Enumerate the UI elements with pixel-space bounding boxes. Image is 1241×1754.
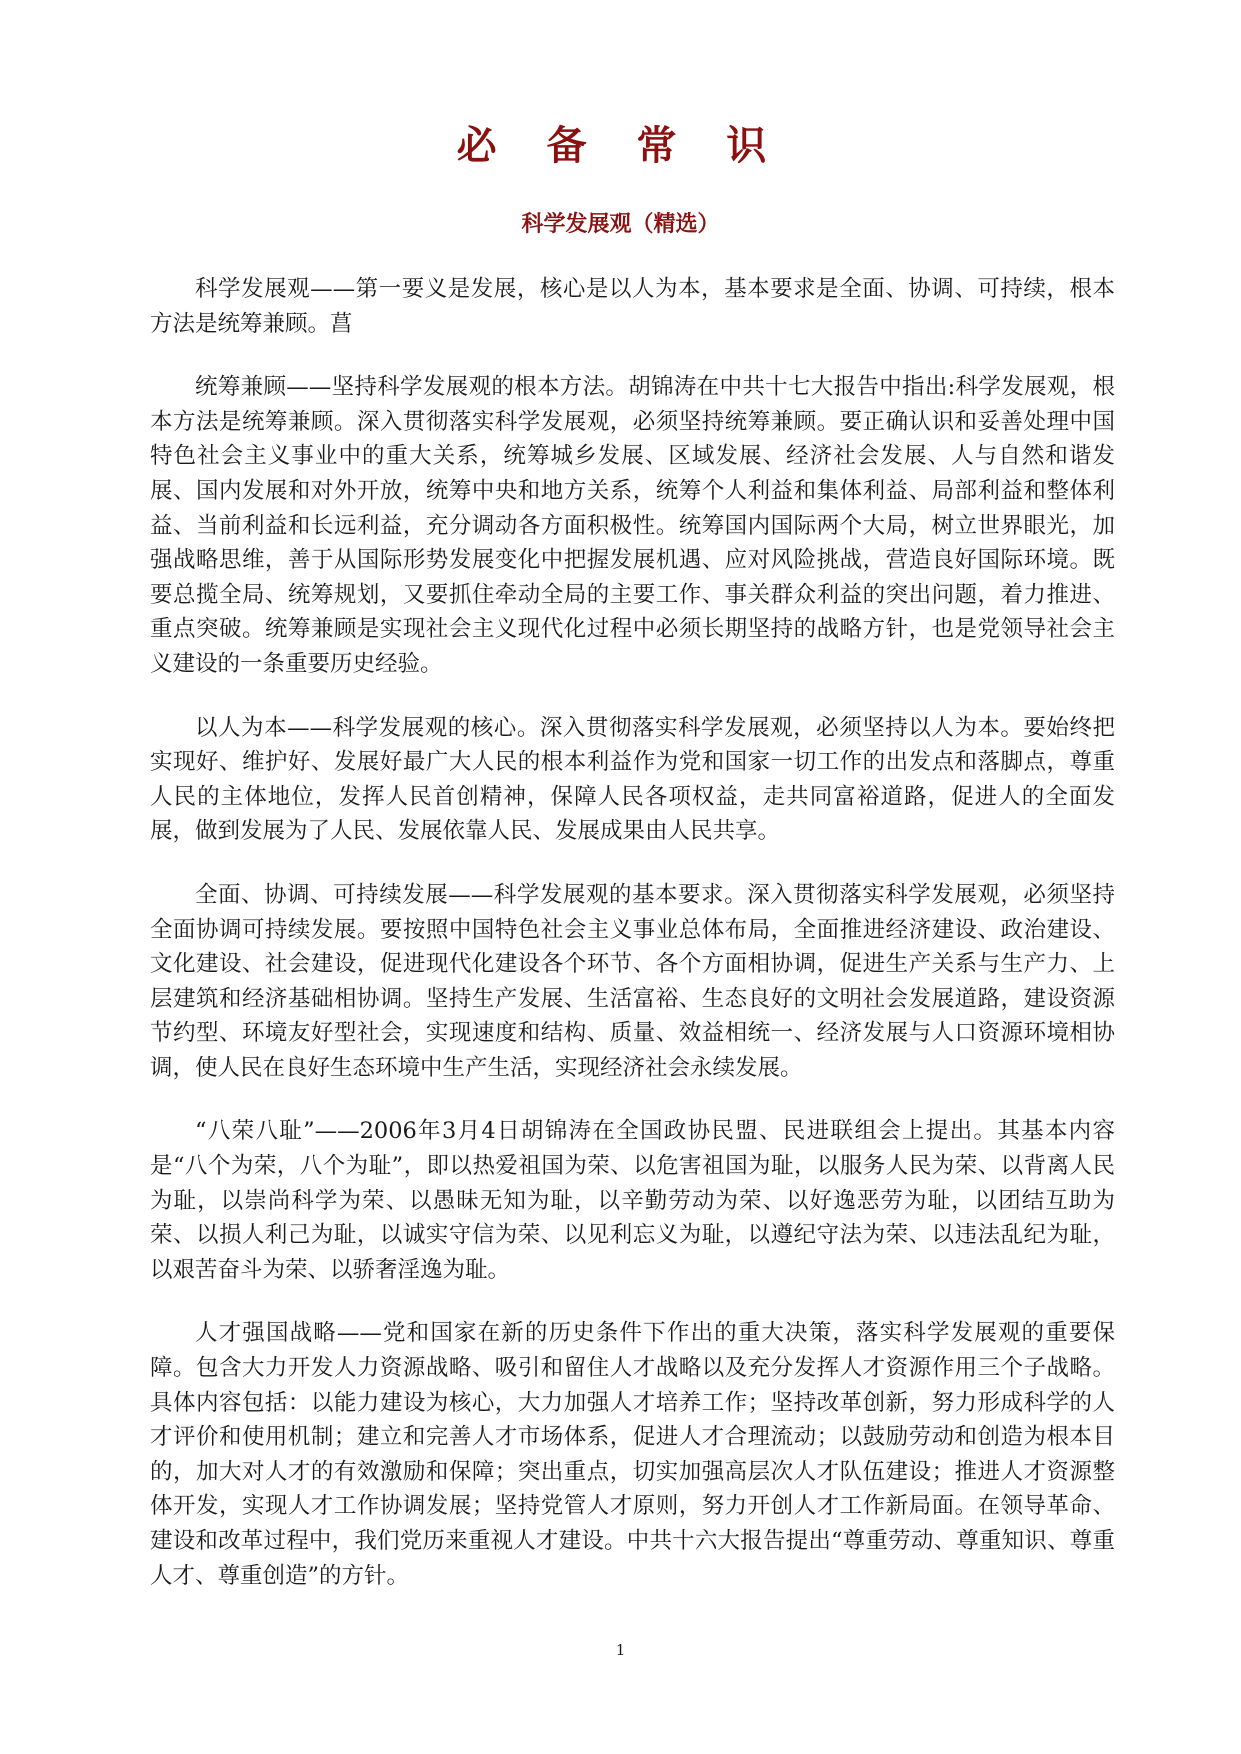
paragraph-eight-honors-eight-shames: “八荣八耻”——2006年3月4日胡锦涛在全国政协民盟、民进联组会上提出。其基本内容是“八个为荣，八个为耻”，即以热爱祖国为荣、以危害祖国为耻，以服务人民为荣、以背离人民为耻，以崇尚科学为荣、以愚昧无知为耻，以辛勤劳动为荣、以好逸恶劳为耻，以团结互助为荣、以损人利己为耻，以诚实守信为荣、以见利忘义为耻，以遵纪守法为荣、以违法乱纪为耻，以艰苦奋斗为荣、以骄奢淫逸为耻。 (150, 1118, 1115, 1283)
paragraph-people-oriented: 以人为本——科学发展观的核心。深入贯彻落实科学发展观，必须坚持以人为本。要始终把实现好、维护好、发展好最广大人民的根本利益作为党和国家一切工作的出发点和落脚点，尊重人民的主体地位，发挥人民首创精神，保障人民各项权益，走共同富裕道路，促进人的全面发展，做到发展为了人民、发展依靠人民、发展成果由人民共享。 (150, 714, 1115, 845)
section-subtitle: 科学发展观（精选） (521, 211, 720, 237)
page-number: 1 (615, 1641, 626, 1659)
page-title: 必 备 常 识 (456, 122, 785, 169)
paragraph-sustainable-development: 全面、协调、可持续发展——科学发展观的基本要求。深入贯彻落实科学发展观，必须坚持全面协调可持续发展。要按照中国特色社会主义事业总体布局，全面推进经济建设、政治建设、文化建设、社会建设，促进现代化建设各个环节、各个方面相协调，促进生产关系与生产力、上层建筑和经济基础相协调。坚持生产发展、生活富裕、生态良好的文明社会发展道路，建设资源节约型、环境友好型社会，实现速度和结构、质量、效益相统一、经济发展与人口资源环境相协调，使人民在良好生态环境中生产生活，实现经济社会永续发展。 (150, 881, 1115, 1081)
paragraph-scientific-outlook: 科学发展观——第一要义是发展，核心是以人为本，基本要求是全面、协调、可持续，根本方法是统筹兼顾。菖 (150, 276, 1115, 337)
paragraph-overall-planning: 统筹兼顾——坚持科学发展观的根本方法。胡锦涛在中共十七大报告中指出:科学发展观，根本方法是统筹兼顾。深入贯彻落实科学发展观，必须坚持统筹兼顾。要正确认识和妥善处理中国特色社会主义事业中的重大关系，统筹城乡发展、区域发展、经济社会发展、人与自然和谐发展、国内发展和对外开放，统筹中央和地方关系，统筹个人利益和集体利益、局部利益和整体利益、当前利益和长远利益，充分调动各方面积极性。统筹国内国际两个大局，树立世界眼光，加强战略思维，善于从国际形势发展变化中把握发展机遇、应对风险挑战，营造良好国际环境。既要总揽全局、统筹规划，又要抓住牵动全局的主要工作、事关群众利益的突出问题，着力推进、重点突破。统筹兼顾是实现社会主义现代化过程中必须长期坚持的战略方针，也是党领导社会主义建设的一条重要历史经验。 (150, 374, 1115, 677)
paragraph-talent-strategy: 人才强国战略——党和国家在新的历史条件下作出的重大决策，落实科学发展观的重要保障。包含大力开发人力资源战略、吸引和留住人才战略以及充分发挥人才资源作用三个子战略。具体内容包括：以能力建设为核心，大力加强人才培养工作；坚持改革创新，努力形成科学的人才评价和使用机制；建立和完善人才市场体系，促进人才合理流动；以鼓励劳动和创造为根本目的，加大对人才的有效激励和保障；突出重点，切实加强高层次人才队伍建设；推进人才资源整体开发，实现人才工作协调发展；坚持党管人才原则，努力开创人才工作新局面。在领导革命、建设和改革过程中，我们党历来重视人才建设。中共十六大报告提出“尊重劳动、尊重知识、尊重人才、尊重创造”的方针。 (150, 1320, 1115, 1589)
document-body (150, 272, 1115, 1622)
